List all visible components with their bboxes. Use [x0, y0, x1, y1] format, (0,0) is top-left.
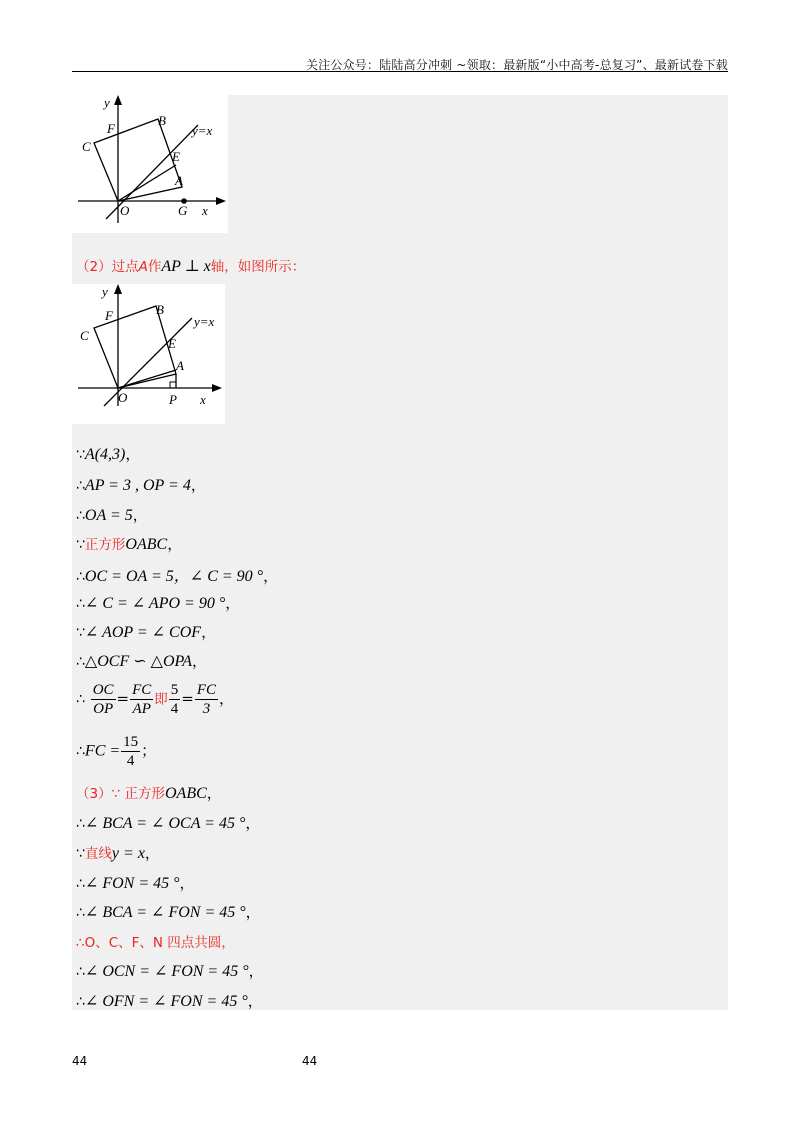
point-O-label: O [120, 203, 130, 218]
line-yx-label: y=x [194, 314, 215, 329]
fraction-oc-op: $\frac{OC}{OP}$ [92, 682, 114, 717]
point-B-label: B [158, 113, 166, 128]
page-header: 关注公众号：陆陆高分冲刺 ~领取：最新版“小中高考-总复习”、最新试卷下载 [305, 58, 728, 72]
point-P-label: P [169, 392, 177, 407]
axis-x-label: x [202, 203, 208, 218]
line-10: ∴FC = $\frac{15}{4}$ ； [76, 734, 157, 769]
page-number-center: 44 [302, 1054, 318, 1068]
point-E-label: E [168, 336, 176, 351]
line-yx-label: y=x [192, 123, 213, 138]
page-number-left: 44 [72, 1054, 88, 1068]
part2-intro: （2）过点A作AP ⊥ x轴，如图所示： [76, 258, 306, 275]
line-4: ∵正方形OABC， [76, 535, 183, 553]
line-11: （3）∵ 正方形OABC， [76, 784, 222, 802]
point-A-label: A [175, 173, 183, 188]
line-13: ∵直线y = x， [76, 844, 160, 862]
line-16: ∴O、C、F、N 四点共圆， [76, 935, 235, 951]
point-A-label: A [176, 358, 184, 373]
line-2: ∴AP = 3 , OP = 4， [76, 476, 206, 494]
line-15: ∴∠ BCA = ∠ FON = 45 °， [76, 903, 261, 921]
point-F-label: F [107, 121, 115, 136]
line-1: ∵A(4,3)， [76, 445, 141, 463]
point-F-label: F [105, 308, 113, 323]
line-14: ∴∠ FON = 45 °， [76, 874, 195, 892]
line-9: ∴ $\frac{OC}{OP}$ = $\frac{FC}{AP}$ 即 $\frac{5}{4}$ = $\frac{FC}{3}$ ， [76, 682, 235, 717]
line-3: ∴OA = 5， [76, 506, 148, 524]
fraction-fc-ap: $\frac{FC}{AP}$ [132, 682, 152, 717]
axis-x-label: x [200, 392, 206, 407]
fraction-fc-3: $\frac{FC}{3}$ [196, 682, 217, 717]
line-7: ∵∠ AOP = ∠ COF， [76, 623, 217, 641]
line-8: ∴△OCF ∽ △OPA， [76, 652, 207, 670]
line-17: ∴∠ OCN = ∠ FON = 45 °， [76, 962, 264, 980]
point-B-label: B [156, 302, 164, 317]
line-18: ∴∠ OFN = ∠ FON = 45 °， [76, 992, 263, 1010]
header-rule [72, 71, 728, 72]
figure-2 [72, 284, 225, 424]
point-E-label: E [172, 149, 180, 164]
axis-y-label: y [102, 284, 108, 299]
figure-1 [72, 95, 228, 233]
line-6: ∴∠ C = ∠ APO = 90 °， [76, 594, 241, 612]
point-G-label: G [178, 203, 188, 218]
axis-y-label: y [104, 95, 110, 110]
point-C-label: C [82, 139, 91, 154]
point-C-label: C [80, 328, 89, 343]
point-O-label: O [118, 390, 128, 405]
line-12: ∴∠ BCA = ∠ OCA = 45 °， [76, 814, 261, 832]
line-5: ∴OC = OA = 5，∠ C = 90 °， [76, 567, 279, 585]
fraction-15-4: $\frac{15}{4}$ [123, 734, 139, 769]
fraction-5-4: $\frac{5}{4}$ [170, 682, 179, 717]
